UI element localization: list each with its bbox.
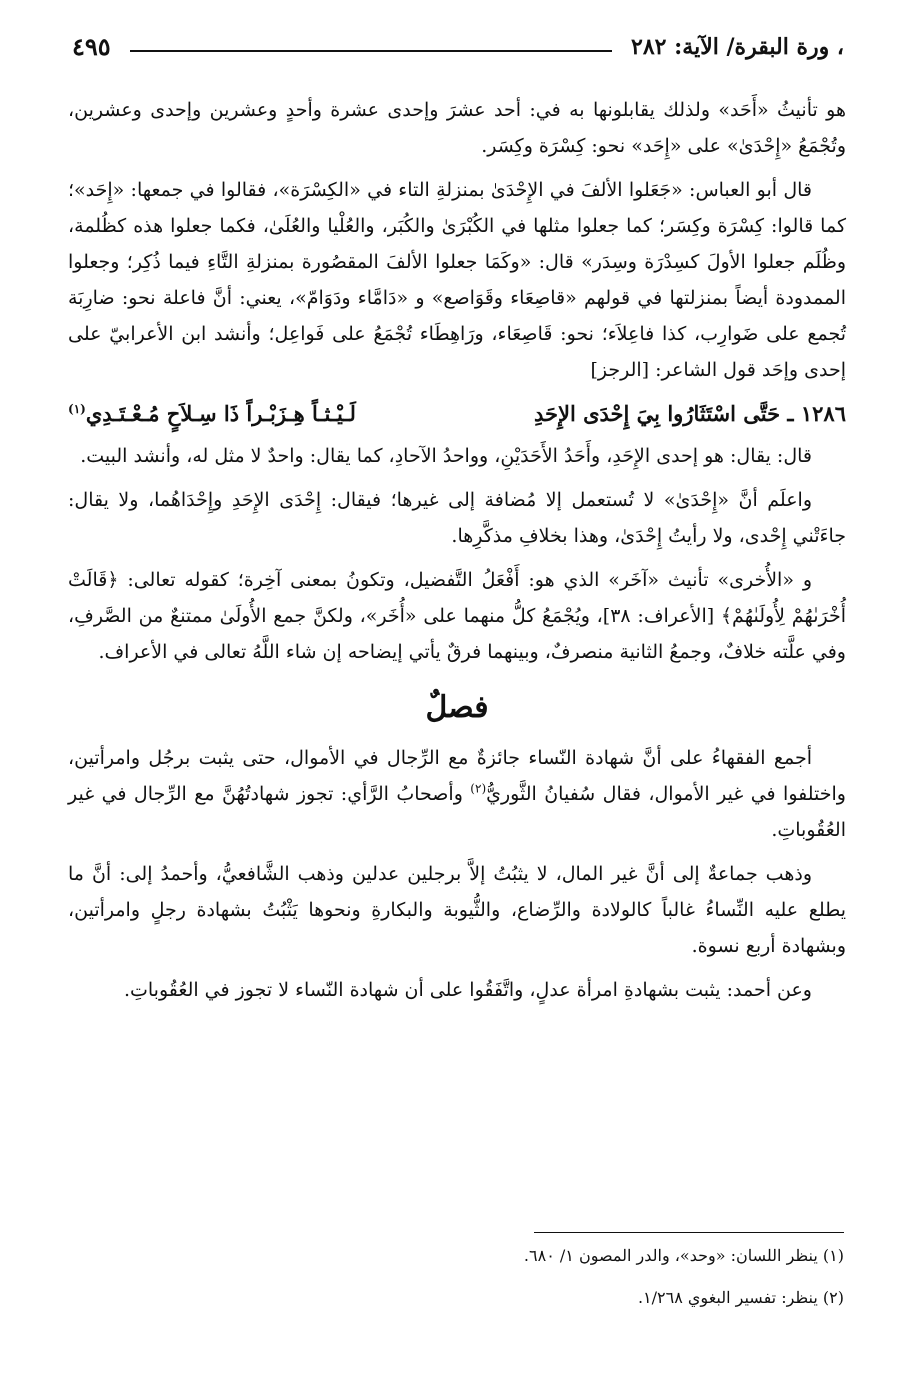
paragraph-2: قال أبو العباس: «جَعَلوا الألفَ في الإِحْدَىٰ بمنزلةِ التاء في «الكِسْرَة»، فقالوا في جمعها: «إِحَد»؛ كما قالوا: كِسْرَة وكِسَر؛ كما جعلوا مثلها في الكُبْرَىٰ والكُبَر، والعُلْيا والعُلَىٰ، فكما جعلوا هذه كظُلمة، وظُلَم جعلوا الأولَ كسِدْرَة وسِدَر» قال: «وكَمَا جعلوا الألفَ المقصُورة بمنزلةِ التَّاءِ فيما ذُكِر؛ وجعلوا الممدودة أيضاً بمنزلتها في قولهم «قاصِعَاء وقَوَاصع» و «دَامَّاء ودَوَامّ»، يعني: أنَّ فاعلة نحو: ضارِبَة تُجمع على ضَوارِب، كذا فاعِلاَء؛ نحو: قَاصِعَاء، ورَاهِطَاء تُجْمَعُ على فَواعِل؛ وأنشد ابن الأعرابيّ على إحدى وإحَد قول الشاعر: [الرجز] [68,179,846,381]
running-title: ، ورة البقرة/ الآية: ٢٨٢ [631,34,844,60]
paragraph-3: قال: يقال: هو إحدى الإِحَدِ، وأَحَدُ الأَحَدَيْنِ، وواحدُ الآحادِ، كما يقال: واحدٌ لا مثل له، وأنشد البيت. [80,445,812,467]
paragraph-1: هو تأنيثُ «أَحَد» ولذلك يقابلونها به في: أحد عشرَ وإحدى عشرة وأحدٍ وعشرين وإحدى وعشرين، وتُجْمَعُ «إِحْدَىٰ» على «إِحَد» نحو: كِسْرَة وكِسَر. [68,99,846,157]
paragraph-6 [68,740,846,848]
verse-first-hemistich: ١٢٨٦ ـ حَتَّى اسْتَثَارُوا بِيَ إِحْدَى الإِحَدِ [533,401,846,426]
footnote-ref-1[interactable]: (١) [68,402,86,416]
paragraph-7: وذهب جماعةٌ إلى أنَّ غير المال، لا يثبُتُ إلاَّ برجلين عدلين وذهب الشَّافعيُّ، وأحمدُ إلى: أنَّ ما يطلع عليه النِّساءُ غالباً كالولادة والرِّضاع، والثُّيوبة والبكارةِ ونحوها يَثْبُتُ بشهادة رجلٍ وامرأتين، وبشهادة أربع نسوة. [68,863,846,957]
footnote-ref-2[interactable]: (٢) [470,781,487,796]
page-number: ٤٩٥ [72,32,111,61]
footnote-2: (٢) ينظر: تفسير البغوي ١/٢٦٨. [637,1288,844,1307]
page-header [72,30,844,66]
header-rule [130,50,612,52]
paragraph-5: و «الأُخرى» تأنيث «آخَر» الذي هو: أَفْعَلُ التَّفضيل، وتكونُ بمعنى آخِرة؛ كقوله تعالى: ﴿قَالَتْ أُخْرَىٰهُمْ لِأُولَىٰهُمْ﴾ [الأعراف: ٣٨]، ويُجْمَعُ كلُّ منهما على «أُخَر»، ولكنَّ جمع الأُولَىٰ ممتنعٌ من الصَّرفِ، وفي علَّته خلافٌ، وجمعُ الثانية منصرفٌ، وبينهما فرقٌ يأتي إيضاحه إن شاء اللَّهُ تعالى في الأعراف. [68,569,846,663]
paragraph-4: واعلَم أنَّ «إِحْدَىٰ» لا تُستعمل إلا مُضافة إلى غيرها؛ فيقال: إِحْدَى الإِحَدِ وإِحْدَاهُما، ولا يقال: جاءَتْني إِحْدى، ولا رأيتُ إِحْدَىٰ، وهذا بخلافِ مذكَّرِها. [68,489,846,547]
paragraph-8: وعن أحمد: يثبت بشهادةِ امرأة عدلٍ، واتَّفَقُوا على أن شهادة النّساء لا تجوز في العُقُوباتِ. [123,979,812,1001]
paragraph-6-part-a: أجمع الفقهاءُ على أنَّ شهادة النّساء جائزةٌ مع الرِّجال في الأموال، حتى يثبت برجُل وامرأتين، واختلفوا في غير الأموال، فقال سُفيانُ الثَّوريُّ [68,747,846,805]
footnote-1: (١) ينظر اللسان: «وحد»، والدر المصون ١/ ٦٨٠. [523,1246,844,1265]
footnote-separator [534,1232,844,1233]
footnotes [74,1238,844,1322]
paragraph-6-part-b: وأصحابُ الرَّأي: تجوز شهادتُهُنَّ مع الرِّجال في غير العُقُوباتِ. [68,783,846,841]
page-body [68,92,846,1016]
verse-second-hemistich: لَـيْـثـاً هِـزَبْـراً ذَا سِـلاَحٍ مُـعْـتَـدِي [85,401,356,426]
section-title: فصلٌ [425,690,489,725]
poetry-verse [68,396,846,432]
verse-second-hemistich-wrap [68,396,356,432]
